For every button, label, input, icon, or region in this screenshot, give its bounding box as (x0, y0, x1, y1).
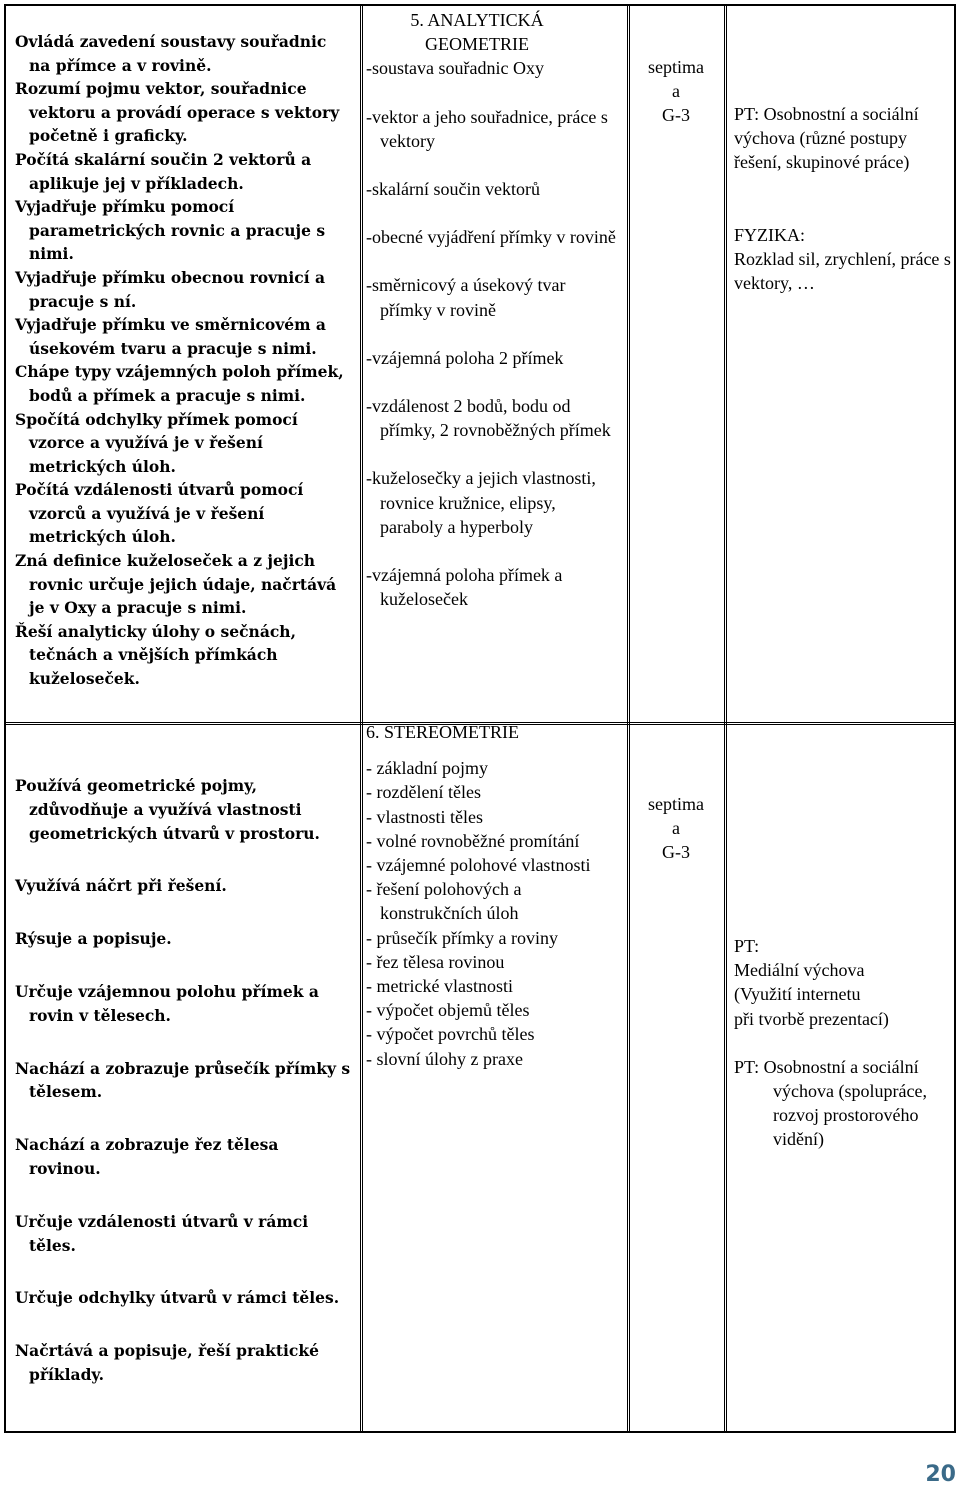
grade-conj: a (672, 818, 680, 839)
competency-item: Vyjadřuje přímku pomocí parametrických rovnic a pracuje s nimi. (15, 197, 326, 264)
curriculum-item: - řešení polohových a konstrukčních úloh (366, 879, 522, 924)
column-divider (360, 6, 361, 1431)
curriculum-item: - průsečík přímky a roviny (366, 927, 558, 948)
curriculum-item: -vektor a jeho souřadnice, práce s vektory (366, 106, 608, 151)
curriculum-item: -vzdálenost 2 bodů, bodu od přímky, 2 rovnoběžných přímek (366, 396, 611, 441)
competency-item: Počítá vzdálenosti útvarů pomocí vzorců a využívá je v řešení metrických úloh. (15, 480, 304, 547)
curriculum-item: -kuželosečky a jejich vlastnosti, rovnice kružnice, elipsy, paraboly a hyperboly (366, 468, 596, 537)
page-number: 20 (925, 1462, 956, 1487)
pt-text: Osobnostní a sociální výchova (spolupráce, rozvoj prostorového vidění) (763, 1056, 927, 1150)
curriculum-item: - vzájemné polohové vlastnosti (366, 855, 591, 876)
fyzika-label: FYZIKA: (734, 224, 805, 245)
section-heading: 5. ANALYTICKÁ (410, 10, 544, 30)
pt-text: Mediální výchova (734, 960, 865, 981)
column-divider (629, 6, 630, 1431)
curriculum-item: -vzájemná poloha přímek a kuželoseček (366, 565, 563, 610)
pt-label: PT: (734, 1056, 760, 1077)
col2-bottom-curriculum (366, 720, 618, 1071)
curriculum-item: - volné rovnoběžné promítání (366, 830, 580, 851)
competency-item: Využívá náčrt při řešení. (15, 876, 227, 896)
competency-item: Používá geometrické pojmy, zdůvodňuje a využívá vlastnosti geometrických útvarů v prostoru. (15, 776, 320, 843)
competency-item: Určuje odchylky útvarů v rámci těles. (15, 1288, 340, 1308)
competency-item: Nachází a zobrazuje průsečík přímky s tělesem. (15, 1058, 351, 1102)
competency-item: Vyjadřuje přímku ve směrnicovém a úsekovém tvaru a pracuje s nimi. (15, 315, 326, 358)
competency-item: Ovládá zavedení soustavy souřadnic na přímce a v rovině. (15, 32, 327, 75)
curriculum-item: - řez tělesa rovinou (366, 951, 505, 972)
col1-top-competencies (15, 30, 351, 691)
pt-note (734, 102, 952, 175)
pt-text: Osobnostní a sociální výchova (různé postupy řešení, skupinové práce) (734, 104, 919, 173)
grade-class: G-3 (662, 105, 690, 126)
curriculum-item: -skalární součin vektorů (366, 179, 540, 200)
competency-item: Nachází a zobrazuje řez tělesa rovinou. (15, 1135, 279, 1178)
pt-text: (Využití internetu (734, 984, 861, 1005)
competency-item: Rozumí pojmu vektor, souřadnice vektoru a provádí operace s vektory početně i graficky. (15, 79, 340, 146)
grade-class: G-3 (662, 842, 690, 863)
pt-note (734, 1055, 952, 1152)
fyzika-text: Rozklad sil, zrychlení, práce s vektory, … (734, 248, 951, 294)
grade-name: septima (648, 794, 704, 814)
curriculum-item: -vzájemná poloha 2 přímek (366, 347, 564, 368)
column-divider (724, 6, 725, 1431)
fyzika-note (734, 223, 952, 296)
curriculum-item: - výpočet objemů těles (366, 1000, 530, 1021)
curriculum-item: - vlastnosti těles (366, 806, 483, 827)
curriculum-item: -směrnicový a úsekový tvar přímky v rovině (366, 275, 566, 320)
competency-item: Načrtává a popisuje, řeší praktické příklady. (15, 1341, 319, 1384)
col4-top-crosscurricular (734, 102, 952, 295)
grade-name: septima (648, 57, 704, 77)
section-heading: GEOMETRIE (425, 34, 529, 55)
pt-label: PT: (734, 936, 760, 956)
col2-top-curriculum (366, 8, 618, 611)
curriculum-item: -obecné vyjádření přímky v rovině (366, 227, 616, 248)
competency-item: Určuje vzájemnou polohu přímek a rovin v tělesech. (15, 981, 319, 1025)
column-divider (627, 6, 628, 1431)
pt-label: PT: (734, 104, 760, 124)
pt-text: při tvorbě prezentací) (734, 1008, 889, 1029)
column-divider (726, 6, 727, 1431)
competency-item: Určuje vzdálenosti útvarů v rámci těles. (15, 1211, 309, 1255)
col4-bottom-crosscurricular (734, 934, 952, 1152)
competency-item: Spočítá odchylky přímek pomocí vzorce a využívá je v řešení metrických úloh. (15, 409, 298, 476)
curriculum-item: - výpočet povrchů těles (366, 1024, 535, 1045)
curriculum-item: - slovní úlohy z praxe (366, 1048, 523, 1069)
competency-item: Vyjadřuje přímku obecnou rovnicí a pracuje s ní. (15, 267, 326, 311)
col3-bottom-grade (628, 792, 724, 865)
col3-top-grade (628, 55, 724, 128)
section-heading: 6. STEREOMETRIE (366, 722, 519, 742)
column-divider (362, 6, 363, 1431)
competency-item: Chápe typy vzájemných poloh přímek, bodů a přímek a pracuje s nimi. (15, 362, 344, 405)
curriculum-item: - základní pojmy (366, 758, 488, 779)
competency-item: Řeší analyticky úlohy o sečnách, tečnách a vnějších přímkách kuželoseček. (15, 621, 296, 689)
grade-conj: a (672, 81, 680, 102)
curriculum-item: - rozdělení těles (366, 782, 481, 803)
competency-item: Počítá skalární součin 2 vektorů a aplikuje jej v příkladech. (15, 149, 312, 193)
competency-item: Rýsuje a popisuje. (15, 929, 172, 949)
curriculum-item: - metrické vlastnosti (366, 976, 513, 997)
col1-bottom-competencies (15, 774, 351, 1387)
curriculum-item: -soustava souřadnic Oxy (366, 58, 544, 79)
competency-item: Zná definice kuželoseček a z jejich rovnic určuje jejich údaje, načrtává je v Oxy a pracuje s nimi. (15, 551, 337, 618)
